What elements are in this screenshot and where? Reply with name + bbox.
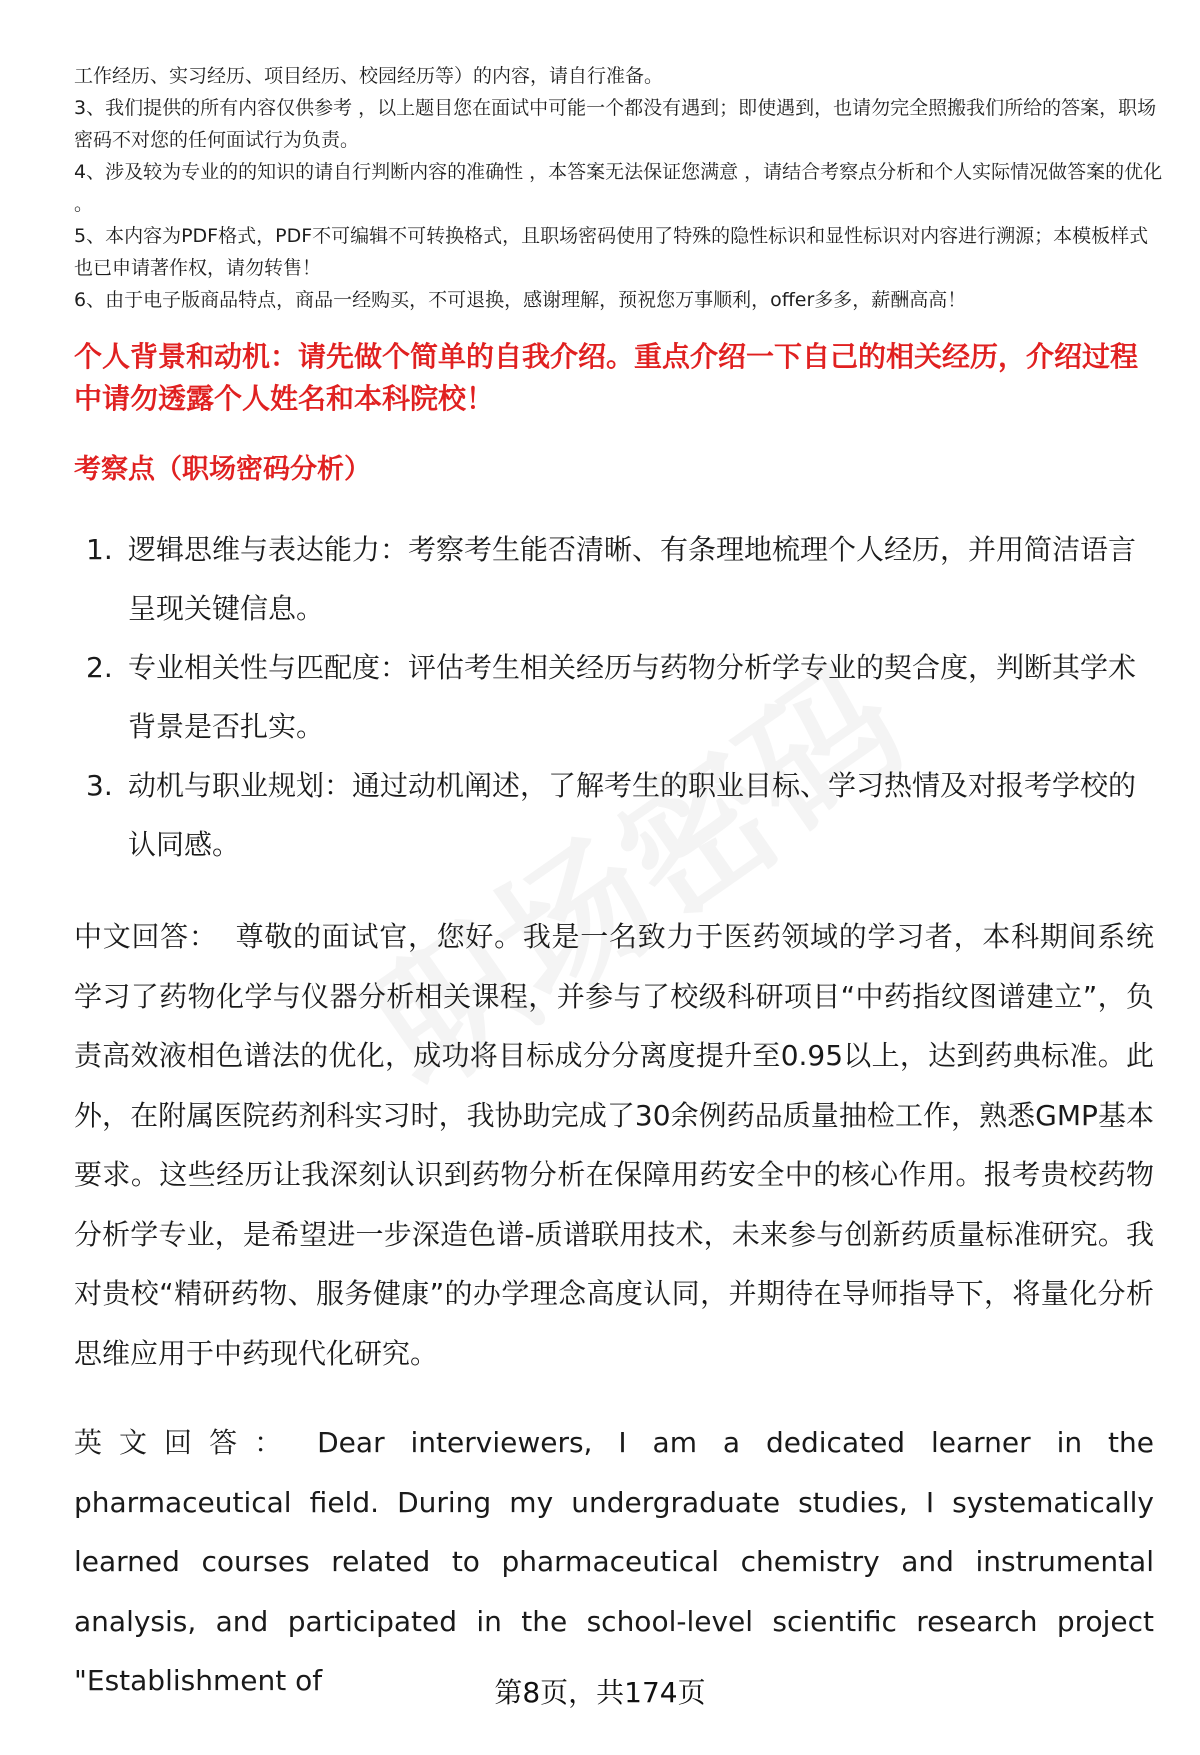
assessment-points-list xyxy=(74,520,1144,874)
english-answer-label: 英文回答： xyxy=(74,1426,300,1459)
note-line: 工作经历、实习经历、项目经历、校园经历等）的内容，请自行准备。 xyxy=(74,65,664,87)
list-number: 2. xyxy=(86,651,113,684)
list-item xyxy=(74,756,1144,874)
list-item-text: 动机与职业规划：通过动机阐述，了解考生的职业目标、学习热情及对报考学校的认同感。 xyxy=(128,769,1137,861)
note-line: 6、由于电子版商品特点，商品一经购买，不可退换，感谢理解，预祝您万事顺利，offer多多，薪酬高高！ xyxy=(74,289,967,311)
list-item-text: 逻辑思维与表达能力：考察考生能否清晰、有条理地梳理个人经历，并用简洁语言呈现关键信息。 xyxy=(128,533,1137,625)
note-line: 5、本内容为PDF格式，PDF不可编辑不可转换格式，且职场密码使用了特殊的隐性标识和显性标识对内容进行溯源；本模板样式也已申请著作权，请勿转售！ xyxy=(74,225,1149,279)
chinese-answer-label: 中文回答： xyxy=(74,920,218,953)
english-answer-text: Dear interviewers, I am a dedicated learner in the pharmaceutical field. During my undergraduate studies, I systematically learned courses related to pharmaceutical chemistry and instrumental analysis, and participated in the school-level scientific research project "Establishment of xyxy=(74,1426,1154,1697)
english-answer xyxy=(74,1413,1154,1711)
list-item xyxy=(74,520,1144,638)
page-number-footer: 第8页，共174页 xyxy=(494,1676,706,1709)
list-number: 3. xyxy=(86,769,113,802)
list-item xyxy=(74,638,1144,756)
section-title: 考察点（职场密码分析） xyxy=(74,454,371,485)
notes-section xyxy=(74,60,1164,316)
chinese-answer xyxy=(74,907,1154,1383)
list-number: 1. xyxy=(86,533,113,566)
chinese-answer-text: 尊敬的面试官，您好。我是一名致力于医药领域的学习者，本科期间系统学习了药物化学与仪器分析相关课程，并参与了校级科研项目“中药指纹图谱建立”，负责高效液相色谱法的优化，成功将目标成分分离度提升至0.95以上，达到药典标准。此外，在附属医院药剂科实习时，我协助完成了30余例药品质量抽检工作，熟悉GMP基本要求。这些经历让我深刻认识到药物分析在保障用药安全中的核心作用。报考贵校药物分析学专业，是希望进一步深造色谱-质谱联用技术，未来参与创新药质量标准研究。我对贵校“精研药物、服务健康”的办学理念高度认同，并期待在导师指导下，将量化分析思维应用于中药现代化研究。 xyxy=(74,920,1154,1370)
question-heading: 个人背景和动机：请先做个简单的自我介绍。重点介绍一下自己的相关经历，介绍过程中请勿透露个人姓名和本科院校！ xyxy=(74,340,1139,415)
note-line: 3、我们提供的所有内容仅供参考 ，以上题目您在面试中可能一个都没有遇到；即使遇到，也请勿完全照搬我们所给的答案，职场密码不对您的任何面试行为负责。 xyxy=(74,97,1157,151)
note-line: 4、涉及较为专业的的知识的请自行判断内容的准确性 ，本答案无法保证您满意 ，请结合考察点分析和个人实际情况做答案的优化 。 xyxy=(74,161,1163,215)
list-item-text: 专业相关性与匹配度：评估考生相关经历与药物分析学专业的契合度，判断其学术背景是否扎实。 xyxy=(128,651,1137,743)
